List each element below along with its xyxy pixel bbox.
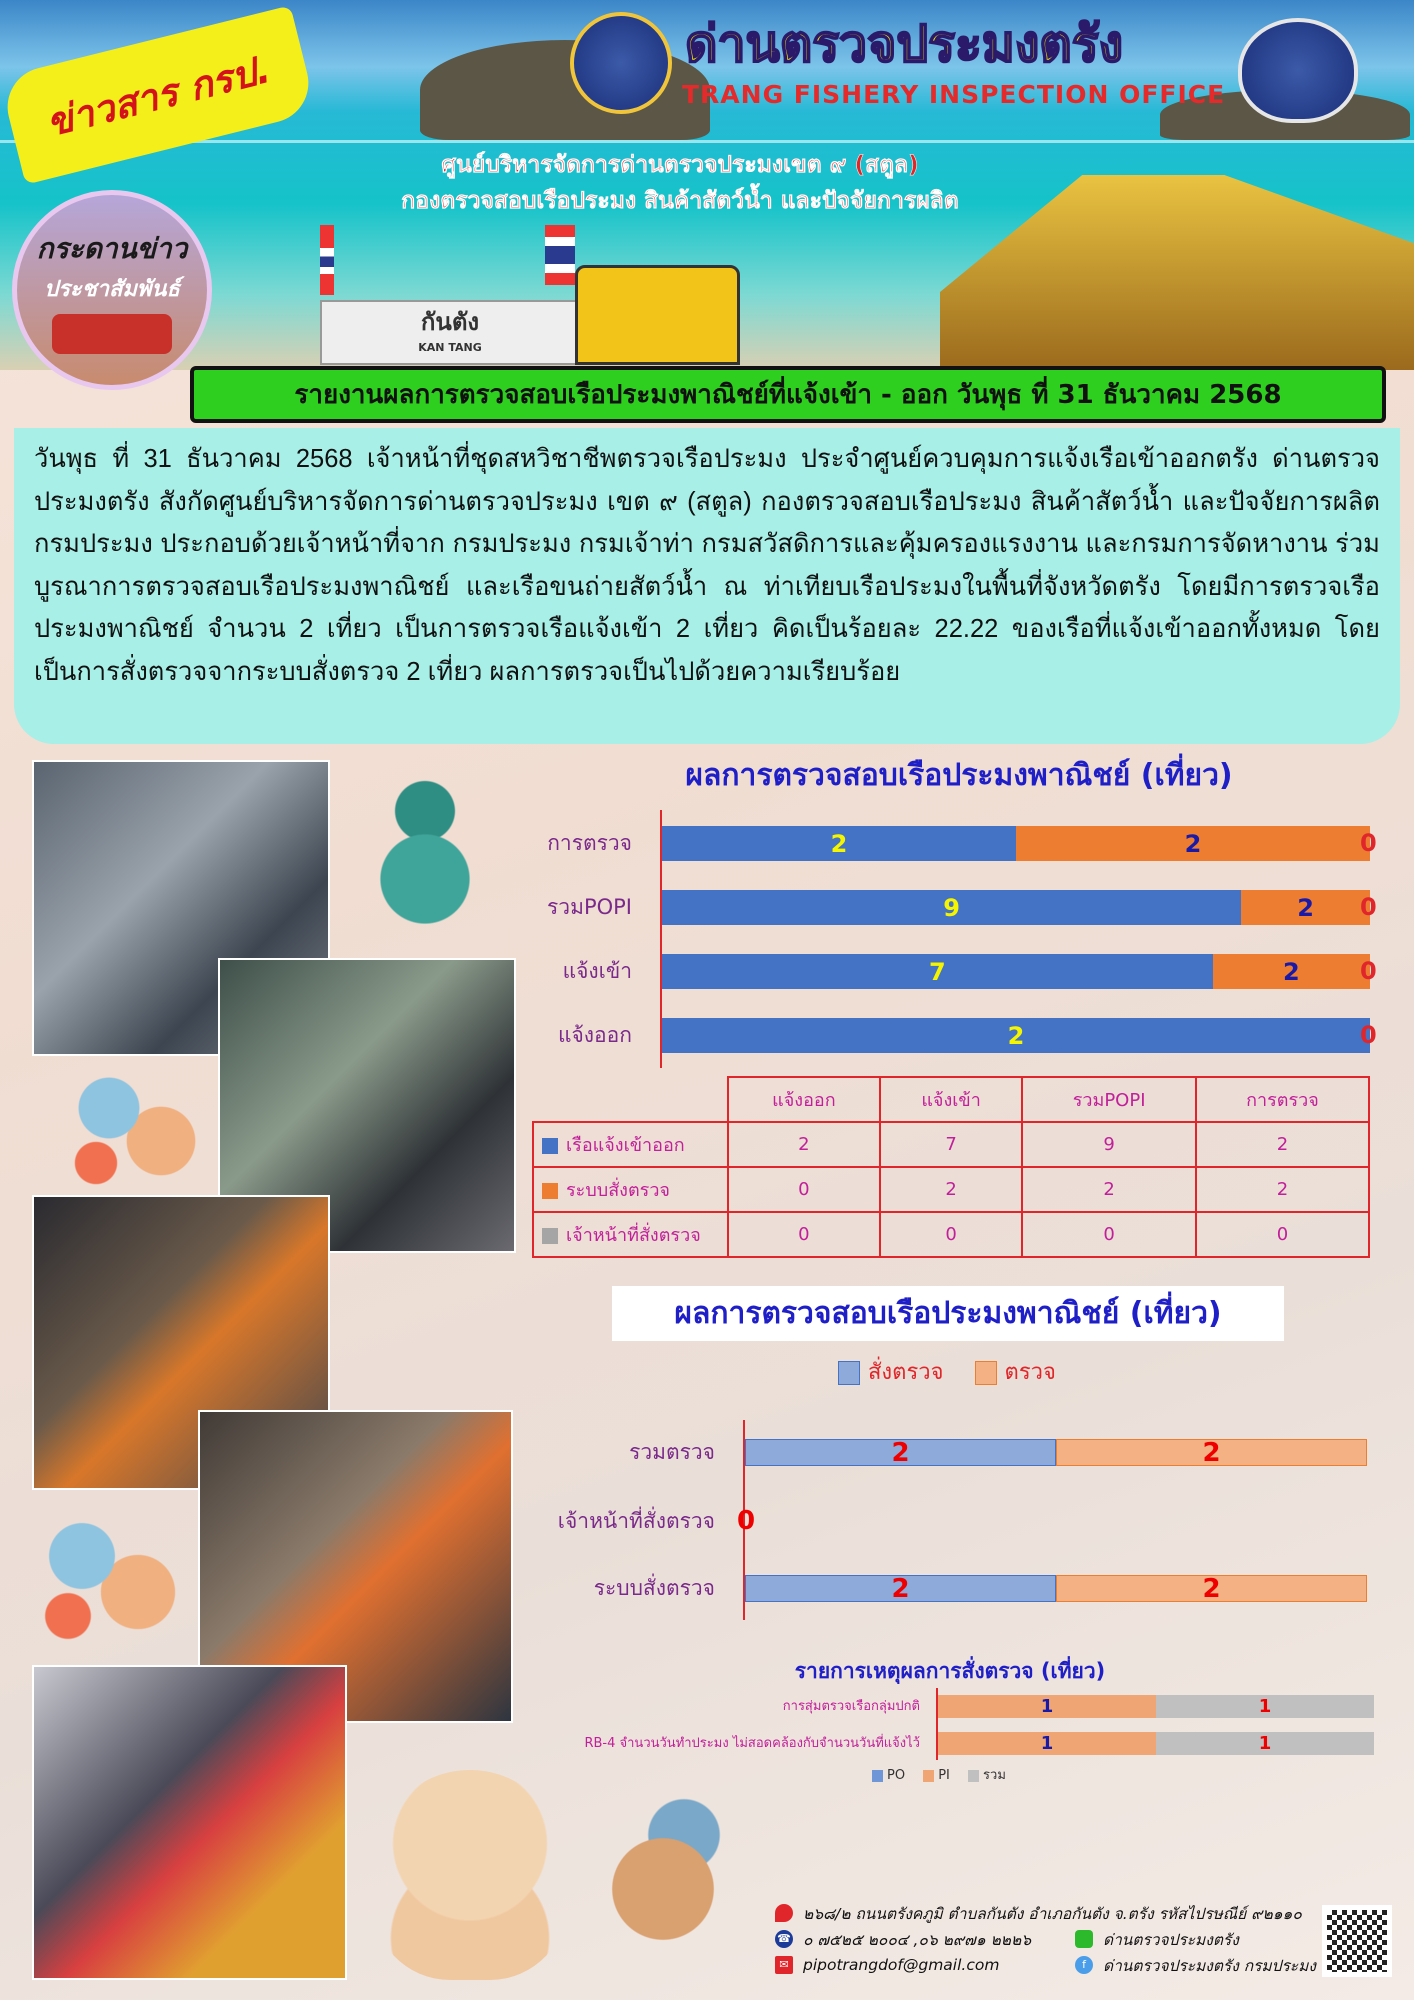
table-cell: 2 bbox=[880, 1167, 1023, 1212]
bar-row bbox=[745, 1575, 1367, 1602]
legend-swatch bbox=[542, 1228, 558, 1244]
bar-segment[interactable] bbox=[1156, 1695, 1374, 1718]
table-row bbox=[533, 1167, 1369, 1212]
subtitle-center: ศูนย์บริหารจัดการด่านตรวจประมงเขต ๙ (สตูล) bbox=[441, 152, 919, 178]
station-sign bbox=[320, 300, 580, 365]
bar-segment[interactable] bbox=[938, 1695, 1156, 1718]
turtle-mascot-illustration bbox=[370, 1770, 570, 1980]
legend-swatch bbox=[975, 1361, 997, 1385]
category-label: เจ้าหน้าที่สั่งตรวจ bbox=[557, 1509, 715, 1533]
bar-row bbox=[662, 954, 1377, 989]
chart1-title: ผลการตรวจสอบเรือประมงพาณิชย์ (เที่ยว) bbox=[685, 758, 1233, 793]
category-label: RB-4 จำนวนวันทำประมง ไม่สอดคล้องกับจำนวนวันที่แจ้งไว้ bbox=[584, 1736, 920, 1751]
bar-segment[interactable] bbox=[662, 826, 1016, 861]
data-label: 7 bbox=[928, 957, 946, 986]
phone-icon: ☎ bbox=[775, 1930, 793, 1948]
chart2-legend bbox=[838, 1354, 1056, 1389]
report-title: รายงานผลการตรวจสอบเรือประมงพาณิชย์ที่แจ้งเข้า - ออก วันพุธ ที่ 31 ธันวาคม 2568 bbox=[190, 366, 1386, 423]
thai-flag-icon bbox=[545, 225, 575, 285]
legend-label: PO bbox=[887, 1768, 906, 1783]
data-label: 2 bbox=[1282, 957, 1300, 986]
data-label: 1 bbox=[1040, 1696, 1054, 1717]
seashell-illustration bbox=[40, 1520, 180, 1640]
table-row bbox=[533, 1212, 1369, 1257]
fish-basket-illustration bbox=[600, 1790, 740, 1970]
news-badge bbox=[0, 5, 317, 184]
train-image bbox=[575, 265, 740, 365]
bar-row bbox=[938, 1695, 1374, 1718]
bar-segment[interactable] bbox=[745, 1575, 1056, 1602]
bulletin-badge bbox=[12, 190, 212, 390]
bar-row bbox=[745, 1439, 1367, 1466]
table-cell: 0 bbox=[880, 1212, 1023, 1257]
legend-swatch bbox=[838, 1361, 860, 1385]
department-seal-logo bbox=[570, 12, 672, 114]
bar-segment[interactable] bbox=[938, 1732, 1156, 1755]
bar-segment[interactable] bbox=[1056, 1575, 1367, 1602]
station-sign-en: KAN TANG bbox=[418, 341, 482, 354]
office-title: ด่านตรวจประมงตรัง bbox=[685, 15, 1123, 73]
data-label: 1 bbox=[1258, 1696, 1272, 1717]
category-label: แจ้งเข้า bbox=[562, 959, 632, 983]
thai-flag-icon bbox=[320, 225, 334, 295]
legend-swatch bbox=[968, 1770, 979, 1782]
row-label: เจ้าหน้าที่สั่งตรวจ bbox=[566, 1225, 701, 1246]
category-label: แจ้งออก bbox=[557, 1023, 632, 1047]
data-label: 2 bbox=[1184, 829, 1202, 858]
table-cell: 2 bbox=[1196, 1167, 1369, 1212]
horizon bbox=[0, 140, 1414, 143]
inspection-photo bbox=[32, 1665, 347, 1980]
subtitle-division: กองตรวจสอบเรือประมง สินค้าสัตว์น้ำ และปัจจัยการผลิต bbox=[401, 188, 959, 214]
category-label: รวมPOPI bbox=[547, 895, 632, 919]
chart2-title: ผลการตรวจสอบเรือประมงพาณิชย์ (เที่ยว) bbox=[612, 1286, 1284, 1341]
legend-label: ตรวจ bbox=[1004, 1360, 1056, 1385]
data-label: 2 bbox=[1007, 1021, 1025, 1050]
bar-segment[interactable] bbox=[745, 1439, 1056, 1466]
legend-swatch bbox=[872, 1770, 883, 1782]
office-title-en: TRANG FISHERY INSPECTION OFFICE bbox=[682, 80, 1226, 109]
bulletin-line1: กระดานข่าว bbox=[36, 231, 188, 265]
phone-text: ๐ ๗๕๒๕ ๒๐๐๔ ,๐๖ ๒๙๗๑ ๒๒๒๖ bbox=[803, 1930, 1032, 1949]
table-header: แจ้งเข้า bbox=[880, 1077, 1023, 1122]
bar-segment[interactable] bbox=[1016, 826, 1370, 861]
bar-segment[interactable] bbox=[1241, 890, 1370, 925]
data-label: 0 bbox=[1360, 1021, 1377, 1049]
legend-swatch bbox=[923, 1770, 934, 1782]
chart1-data-table bbox=[532, 1076, 1370, 1258]
chart3-legend bbox=[872, 1764, 1006, 1785]
table-cell: 7 bbox=[880, 1122, 1023, 1167]
legend-label: สั่งตรวจ bbox=[868, 1360, 944, 1385]
data-label: 2 bbox=[1202, 1437, 1221, 1468]
category-label: รวมตรวจ bbox=[629, 1440, 715, 1464]
bar-row bbox=[662, 826, 1377, 861]
row-label: เรือแจ้งเข้าออก bbox=[566, 1135, 685, 1156]
legend-label: PI bbox=[938, 1768, 950, 1783]
category-label: การสุ่มตรวจเรือกลุ่มปกติ bbox=[782, 1699, 920, 1714]
bar-row bbox=[938, 1732, 1374, 1755]
header-banner bbox=[0, 0, 1414, 370]
data-label: 2 bbox=[1297, 893, 1314, 922]
bar-row bbox=[662, 890, 1377, 925]
table-cell: 0 bbox=[1196, 1212, 1369, 1257]
data-label: 2 bbox=[891, 1573, 910, 1604]
table-cell: 0 bbox=[728, 1167, 880, 1212]
bar-segment[interactable] bbox=[662, 1018, 1370, 1053]
legend-swatch bbox=[542, 1138, 558, 1154]
qr-code[interactable] bbox=[1322, 1905, 1392, 1977]
bar-segment[interactable] bbox=[1056, 1439, 1367, 1466]
facebook-icon: f bbox=[1075, 1956, 1093, 1974]
bar-segment[interactable] bbox=[662, 890, 1241, 925]
data-label: 1 bbox=[1258, 1733, 1272, 1754]
contact-footer bbox=[775, 1900, 1320, 1978]
email-link[interactable]: pipotrangdof@gmail.com bbox=[803, 1956, 1000, 1974]
table-cell: 2 bbox=[1022, 1167, 1195, 1212]
data-label: 0 bbox=[1360, 893, 1377, 921]
table-cell: 9 bbox=[1022, 1122, 1195, 1167]
bar-segment[interactable] bbox=[1156, 1732, 1374, 1755]
report-summary-text: วันพุธ ที่ 31 ธันวาคม 2568 เจ้าหน้าที่ชุดสหวิชาชีพตรวจเรือประมง ประจำศูนย์ควบคุมการแจ้งเรือเข้าออกตรัง ด่านตรวจประมงตรัง สังกัดศูนย์บริหารจัดการด่านตรวจประมง เขต ๙ (สตูล) กองตรวจสอบเรือประมง สินค้าสัตว์น้ำ และปัจจัยการผลิต กรมประมง ประกอบด้วยเจ้าหน้าที่จาก กรมประมง กรมเจ้าท่า กรมสวัสดิการและคุ้มครองแรงงาน และกรมการจัดหางาน ร่วมบูรณาการตรวจสอบเรือประมงพาณิชย์ และเรือขนถ่ายสัตว์น้ำ ณ ท่าเทียบเรือประมงในพื้นที่จังหวัดตรัง โดยมีการตรวจเรือประมงพาณิชย์ จำนวน 2 เที่ยว เป็นการตรวจเรือแจ้งเข้า 2 เที่ยว คิดเป็นร้อยละ 22.22 ของเรือที่แจ้งเข้าออกทั้งหมด โดยเป็นการสั่งตรวจจากระบบสั่งตรวจ 2 เที่ยว ผลการตรวจเป็นไปด้วยความเรียบร้อย bbox=[34, 445, 1380, 686]
address bbox=[775, 1900, 1320, 1926]
row-label: ระบบสั่งตรวจ bbox=[566, 1180, 670, 1201]
data-label: 0 bbox=[1360, 829, 1377, 857]
category-label: การตรวจ bbox=[547, 831, 632, 855]
seashell-illustration bbox=[70, 1075, 200, 1185]
bar-row bbox=[745, 1508, 1367, 1535]
data-label: 1 bbox=[1040, 1733, 1054, 1754]
train-icon bbox=[52, 314, 172, 354]
chart3-title: รายการเหตุผลการสั่งตรวจ (เที่ยว) bbox=[794, 1659, 1106, 1683]
legend-swatch bbox=[542, 1183, 558, 1199]
report-summary-box bbox=[14, 428, 1400, 744]
table-header: รวมPOPI bbox=[1022, 1077, 1195, 1122]
bar-segment[interactable] bbox=[662, 954, 1213, 989]
address-text: ๒๖๘/๒ ถนนตรังคภูมิ ตำบลกันตัง อำเภอกันตัง จ.ตรัง รหัสไปรษณีย์ ๙๒๑๑๐ bbox=[803, 1904, 1302, 1923]
table-cell: 0 bbox=[728, 1212, 880, 1257]
legend-label: รวม bbox=[983, 1768, 1006, 1783]
table-cell: 2 bbox=[728, 1122, 880, 1167]
bulletin-line2: ประชาสัมพันธ์ bbox=[44, 276, 180, 302]
data-label: 2 bbox=[1202, 1573, 1221, 1604]
table-cell: 0 bbox=[1022, 1212, 1195, 1257]
bar-segment[interactable] bbox=[1213, 954, 1370, 989]
data-label: 2 bbox=[891, 1437, 910, 1468]
table-header: แจ้งออก bbox=[728, 1077, 880, 1122]
location-pin-icon bbox=[775, 1904, 793, 1922]
news-badge-text: ข่าวสาร กรป. bbox=[41, 46, 275, 145]
line-account[interactable]: ด่านตรวจประมงตรัง bbox=[1103, 1930, 1239, 1949]
line-icon bbox=[1075, 1930, 1093, 1948]
fisherman-illustration bbox=[340, 760, 510, 930]
bar-row bbox=[662, 1018, 1377, 1053]
table-row bbox=[533, 1122, 1369, 1167]
station-sign-th: กันตัง bbox=[420, 308, 480, 336]
data-label: 2 bbox=[830, 829, 848, 858]
facebook-page[interactable]: ด่านตรวจประมงตรัง กรมประมง bbox=[1103, 1956, 1316, 1975]
email-icon: ✉ bbox=[775, 1956, 793, 1974]
fishery-inspection-logo bbox=[1238, 18, 1358, 123]
data-label: 0 bbox=[737, 1506, 756, 1536]
category-label: ระบบสั่งตรวจ bbox=[593, 1576, 715, 1600]
table-cell: 2 bbox=[1196, 1122, 1369, 1167]
table-header: การตรวจ bbox=[1196, 1077, 1369, 1122]
data-label: 0 bbox=[1360, 957, 1377, 985]
data-label: 9 bbox=[943, 893, 960, 922]
